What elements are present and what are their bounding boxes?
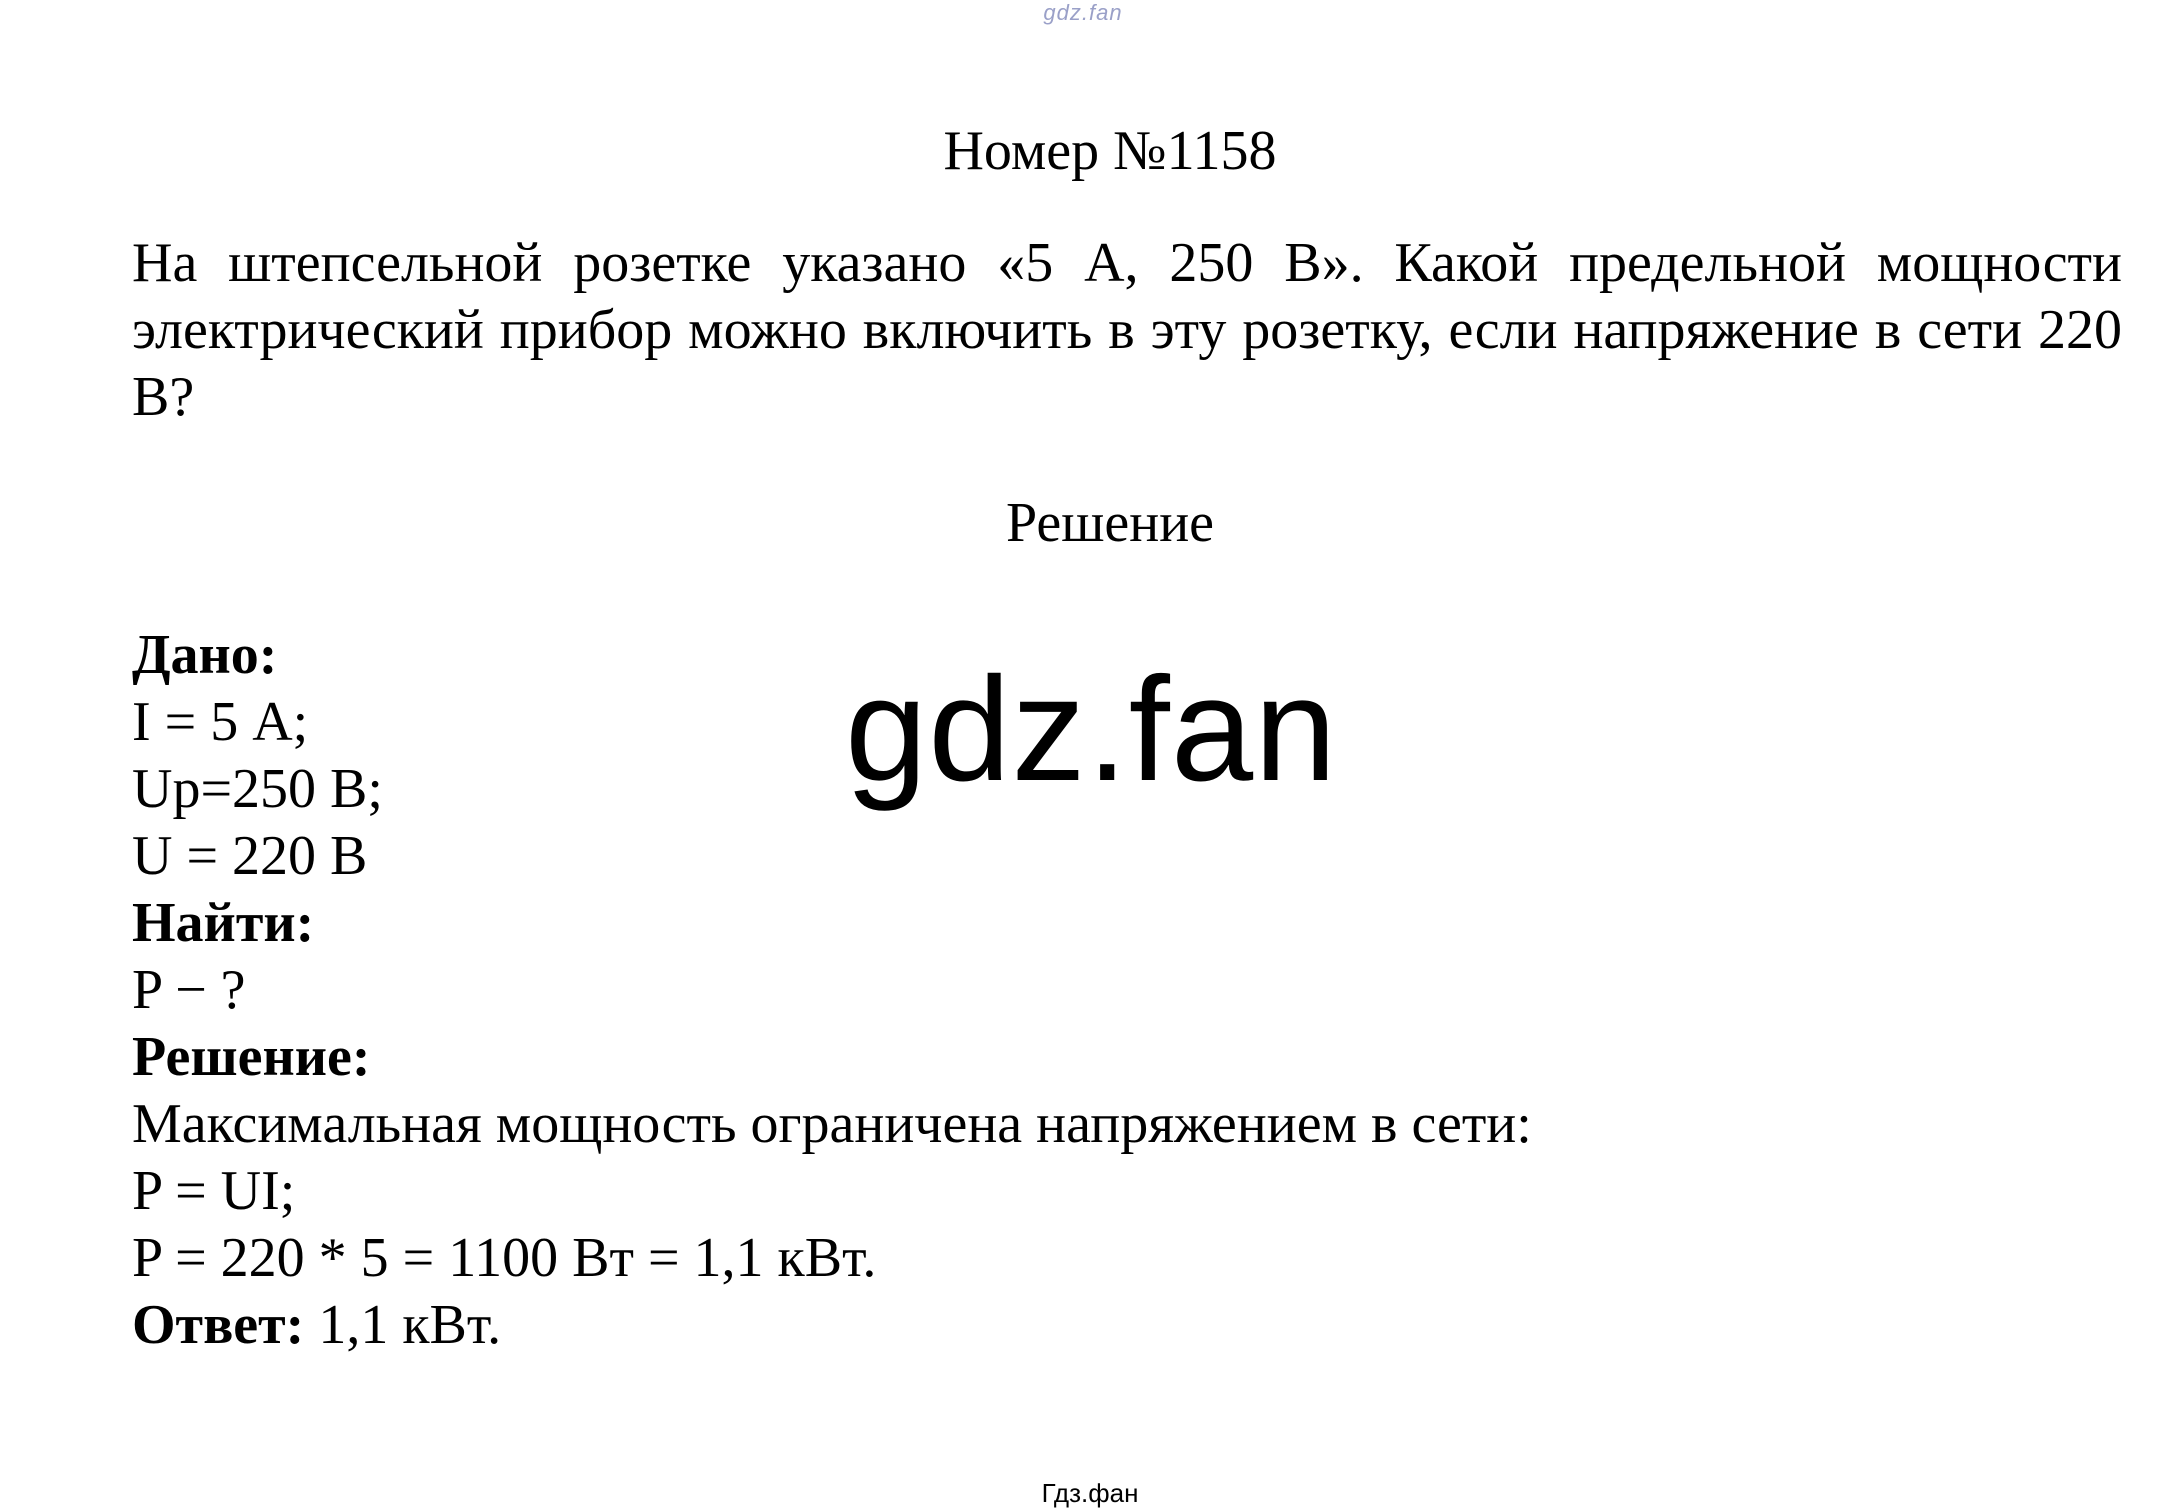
given-current: I = 5 А; bbox=[132, 691, 309, 753]
answer-line bbox=[132, 1292, 1532, 1359]
solution-line-formula: P = UI; bbox=[132, 1160, 296, 1222]
find-power: P − ? bbox=[132, 959, 246, 1021]
given-network-voltage: U = 220 В bbox=[132, 825, 368, 887]
find-label: Найти: bbox=[132, 892, 315, 954]
problem-statement: На штепсельной розетке указано «5 А, 250 В». Какой предельной мощности электрический прибор можно включить в эту розетку, если напряжение в сети 220 В? bbox=[132, 232, 2122, 428]
given-rated-voltage: Uр=250 В; bbox=[132, 758, 383, 820]
answer-label: Ответ: bbox=[132, 1294, 305, 1356]
top-watermark: gdz.fan bbox=[1043, 0, 1123, 25]
solution-label: Решение: bbox=[132, 1026, 371, 1088]
solution-line-explanation: Максимальная мощность ограничена напряжением в сети: bbox=[132, 1093, 1532, 1155]
bottom-watermark: Гдз.фан bbox=[1041, 1478, 1139, 1508]
problem-title: Номер №1158 bbox=[943, 120, 1277, 182]
answer-value: 1,1 кВт. bbox=[304, 1294, 502, 1356]
center-watermark: gdz.fan bbox=[845, 647, 1338, 812]
solution-line-calculation: P = 220 * 5 = 1100 Вт = 1,1 кВт. bbox=[132, 1227, 877, 1289]
solution-heading: Решение bbox=[1005, 492, 1215, 554]
given-label: Дано: bbox=[132, 624, 278, 686]
